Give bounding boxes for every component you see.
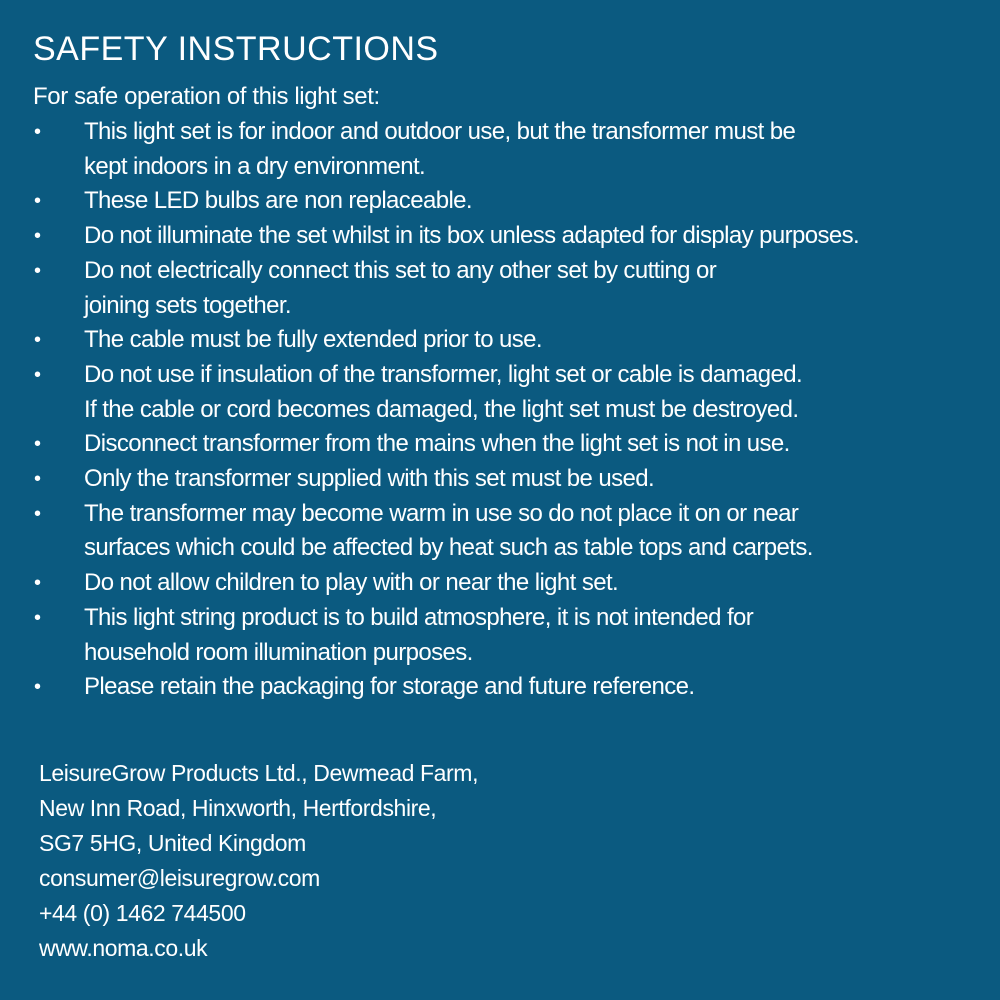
bullet-icon: •	[34, 329, 41, 352]
bullet-icon: •	[34, 225, 41, 248]
instruction-line: joining sets together.	[84, 291, 291, 319]
instruction-item	[0, 184, 1000, 219]
bullet-icon: •	[34, 259, 41, 282]
contact-phone: +44 (0) 1462 744500	[39, 899, 246, 926]
bullet-icon: •	[34, 572, 41, 595]
instruction-line: These LED bulbs are non replaceable.	[84, 187, 472, 215]
bullet-icon: •	[34, 121, 41, 143]
instruction-line: The transformer may become warm in use so do not place it on or near	[84, 499, 799, 527]
instruction-line: This light set is for indoor and outdoor use, but the transformer must be	[84, 118, 796, 145]
instruction-line: This light string product is to build atmosphere, it is not intended for	[84, 603, 754, 631]
bullet-icon: •	[34, 363, 41, 386]
instruction-item	[0, 323, 1000, 358]
intro-text: For safe operation of this light set:	[33, 83, 380, 110]
instruction-line: kept indoors in a dry environment.	[84, 152, 426, 180]
instruction-item	[0, 427, 1000, 462]
instruction-item	[0, 462, 1000, 497]
instruction-item	[0, 497, 1000, 566]
instruction-line: surfaces which could be affected by heat such as table tops and carpets.	[84, 534, 813, 562]
address-line-1: LeisureGrow Products Ltd., Dewmead Farm,	[39, 760, 479, 786]
instruction-line: Only the transformer supplied with this set must be used.	[84, 465, 655, 493]
bullet-icon: •	[34, 190, 41, 213]
address-line-3: SG7 5HG, United Kingdom	[39, 829, 306, 856]
bullet-icon: •	[34, 433, 41, 456]
contact-website: www.noma.co.uk	[39, 934, 208, 961]
instruction-item	[0, 358, 1000, 427]
instruction-line: Please retain the packaging for storage and future reference.	[84, 673, 695, 701]
instruction-line: Do not use if insulation of the transformer, light set or cable is damaged.	[84, 360, 803, 388]
instructions-list	[0, 115, 1000, 705]
contact-email: consumer@leisuregrow.com	[39, 864, 320, 891]
instruction-line: Do not allow children to play with or near the light set.	[84, 569, 619, 597]
bullet-icon: •	[34, 502, 41, 525]
instruction-line: Do not electrically connect this set to any other set by cutting or	[84, 256, 717, 284]
contact-block	[39, 756, 478, 965]
instruction-line: Disconnect transformer from the mains when the light set is not in use.	[84, 430, 790, 458]
instruction-item	[0, 566, 1000, 601]
page-title: SAFETY INSTRUCTIONS	[33, 30, 439, 68]
instruction-line: If the cable or cord becomes damaged, the light set must be destroyed.	[84, 395, 799, 423]
instruction-item	[0, 115, 1000, 184]
instruction-line: Do not illuminate the set whilst in its box unless adapted for display purposes.	[84, 222, 860, 250]
instruction-line: The cable must be fully extended prior to use.	[84, 326, 543, 354]
bullet-icon: •	[34, 468, 41, 491]
instruction-item	[0, 254, 1000, 323]
instruction-item	[0, 601, 1000, 670]
instruction-item	[0, 219, 1000, 254]
bullet-icon: •	[34, 676, 41, 699]
instruction-line: household room illumination purposes.	[84, 638, 473, 666]
instruction-item	[0, 670, 1000, 705]
address-line-2: New Inn Road, Hinxworth, Hertfordshire,	[39, 794, 437, 821]
bullet-icon: •	[34, 606, 41, 629]
